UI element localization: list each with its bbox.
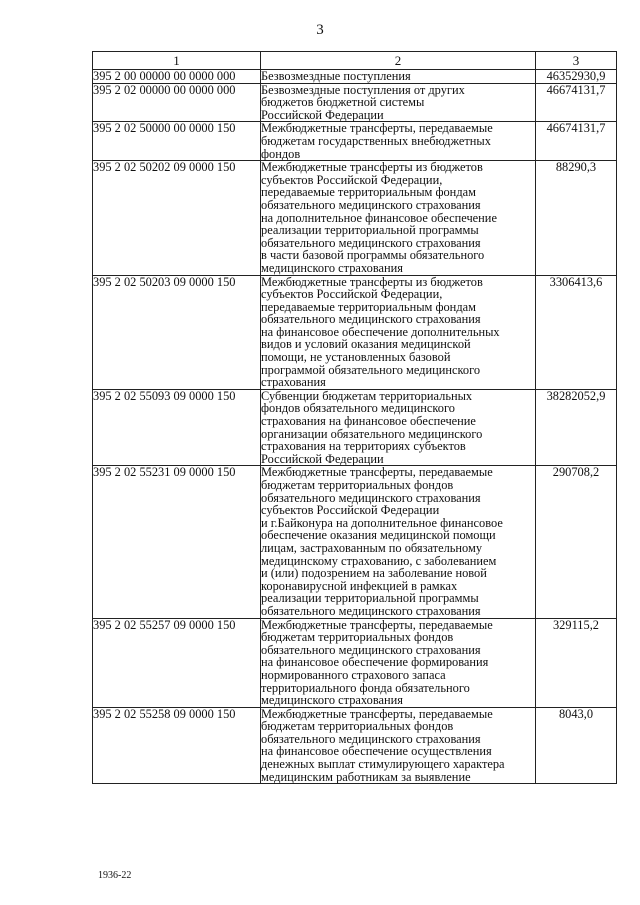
description-line: и (или) подозрением на заболевание новой	[261, 566, 487, 581]
description-line: помощи, не установленных базовой	[261, 350, 451, 365]
description-line: организации обязательного медицинского	[261, 426, 483, 441]
description-line: страхования	[261, 375, 326, 390]
table-row	[93, 83, 617, 122]
description-line: Безвозмездные поступления	[261, 69, 411, 83]
description-cell	[261, 389, 536, 466]
description-line: страхования на территориях субъектов	[261, 439, 466, 454]
budget-code-cell: 395 2 02 55258 09 0000 150	[93, 707, 261, 784]
description-line: Субвенции бюджетам территориальных	[261, 388, 473, 403]
description-line: Безвозмездные поступления от других	[261, 82, 465, 97]
description-line: на финансовое обеспечение формирования	[261, 655, 489, 670]
description-cell	[261, 70, 536, 84]
description-line: нормированного страхового запаса	[261, 667, 446, 682]
description-line: медицинского страхования	[261, 693, 403, 708]
budget-code-cell: 395 2 02 55257 09 0000 150	[93, 618, 261, 707]
description-line: на финансовое обеспечение дополнительных	[261, 324, 500, 339]
description-cell	[261, 122, 536, 161]
description-line: субъектов Российской Федерации,	[261, 172, 443, 187]
description-line: передаваемые территориальным фондам	[261, 185, 476, 200]
description-line: программой обязательного медицинского	[261, 362, 481, 377]
description-line: коронавирусной инфекцией в рамках	[261, 578, 458, 593]
description-cell	[261, 161, 536, 275]
amount-cell: 329115,2	[536, 618, 617, 707]
description-cell	[261, 275, 536, 389]
description-line: и г.Байконура на дополнительное финансовое	[261, 515, 503, 530]
column-header-3: 3	[536, 52, 617, 70]
description-line: территориального фонда обязательного	[261, 680, 470, 695]
budget-code-cell: 395 2 02 50202 09 0000 150	[93, 161, 261, 275]
description-cell	[261, 466, 536, 618]
description-line: бюджетам территориальных фондов	[261, 478, 454, 492]
description-line: реализации территориальной программы	[261, 223, 479, 238]
table-row	[93, 466, 617, 618]
budget-code-cell: 395 2 02 50203 09 0000 150	[93, 275, 261, 389]
description-cell	[261, 83, 536, 122]
column-header-2: 2	[261, 52, 536, 70]
table-row	[93, 122, 617, 161]
description-line: видов и условий оказания медицинской	[261, 337, 471, 352]
description-line: обязательного медицинского страхования	[261, 642, 481, 657]
description-line: Межбюджетные трансферты из бюджетов	[261, 160, 483, 175]
description-line: Межбюджетные трансферты, передаваемые	[261, 617, 493, 632]
description-line: субъектов Российской Федерации	[261, 503, 440, 518]
description-line: в части базовой программы обязательного	[261, 248, 485, 263]
page-number: 3	[316, 22, 324, 38]
table-body	[93, 70, 617, 784]
description-line: обязательного медицинского страхования	[261, 197, 481, 212]
description-line: реализации территориальной программы	[261, 591, 479, 606]
description-line: медицинским работникам за выявление	[261, 769, 471, 784]
description-line: обязательного медицинского страхования	[261, 490, 481, 505]
table-row	[93, 707, 617, 784]
description-line: обязательного медицинского страхования	[261, 603, 481, 618]
budget-code-cell: 395 2 02 55093 09 0000 150	[93, 389, 261, 466]
amount-cell: 290708,2	[536, 466, 617, 618]
description-cell	[261, 707, 536, 784]
description-line: Российской Федерации	[261, 107, 384, 122]
budget-table	[92, 51, 617, 784]
budget-code-cell: 395 2 02 50000 00 0000 150	[93, 122, 261, 161]
description-line: субъектов Российской Федерации,	[261, 287, 443, 302]
table-header-row	[93, 52, 617, 70]
description-line: обязательного медицинского страхования	[261, 235, 481, 250]
table-row	[93, 70, 617, 84]
budget-code-cell: 395 2 02 00000 00 0000 000	[93, 83, 261, 122]
description-line: денежных выплат стимулирующего характера	[261, 757, 505, 772]
description-line: обязательного медицинского страхования	[261, 312, 481, 327]
description-line: Межбюджетные трансферты из бюджетов	[261, 274, 483, 289]
description-cell	[261, 618, 536, 707]
description-line: Межбюджетные трансферты, передаваемые	[261, 706, 493, 721]
description-line: передаваемые территориальным фондам	[261, 299, 476, 314]
description-line: страхования на финансовое обеспечение	[261, 414, 476, 429]
description-line: на финансовое обеспечение осуществления	[261, 744, 492, 759]
description-line: Российской Федерации	[261, 451, 384, 466]
amount-cell: 46674131,7	[536, 83, 617, 122]
amount-cell: 38282052,9	[536, 389, 617, 466]
description-line: обеспечение оказания медицинской помощи	[261, 528, 496, 543]
amount-cell: 46352930,9	[536, 70, 617, 84]
amount-cell: 88290,3	[536, 161, 617, 275]
column-header-1: 1	[93, 52, 261, 70]
description-line: лицам, застрахованным по обязательному	[261, 540, 483, 555]
description-line: фондов обязательного медицинского	[261, 401, 455, 416]
description-line: бюджетов бюджетной системы	[261, 95, 425, 110]
description-line: Межбюджетные трансферты, передаваемые	[261, 465, 493, 480]
amount-cell: 3306413,6	[536, 275, 617, 389]
description-line: бюджетам территориальных фондов	[261, 630, 454, 645]
budget-code-cell: 395 2 02 55231 09 0000 150	[93, 466, 261, 618]
description-line: бюджетам государственных внебюджетных	[261, 133, 491, 148]
footer-document-code: 1936-22	[98, 870, 132, 881]
description-line: на дополнительное финансовое обеспечение	[261, 210, 497, 225]
description-line: фондов	[261, 146, 301, 161]
table-row	[93, 161, 617, 275]
description-line: медицинскому страхованию, с заболеванием	[261, 553, 497, 568]
table-row	[93, 389, 617, 466]
budget-code-cell: 395 2 00 00000 00 0000 000	[93, 70, 261, 84]
description-line: Межбюджетные трансферты, передаваемые	[261, 121, 493, 136]
amount-cell: 8043,0	[536, 707, 617, 784]
description-line: бюджетам территориальных фондов	[261, 719, 454, 734]
description-line: обязательного медицинского страхования	[261, 731, 481, 746]
table-row	[93, 618, 617, 707]
amount-cell: 46674131,7	[536, 122, 617, 161]
description-line: медицинского страхования	[261, 260, 403, 275]
table-row	[93, 275, 617, 389]
